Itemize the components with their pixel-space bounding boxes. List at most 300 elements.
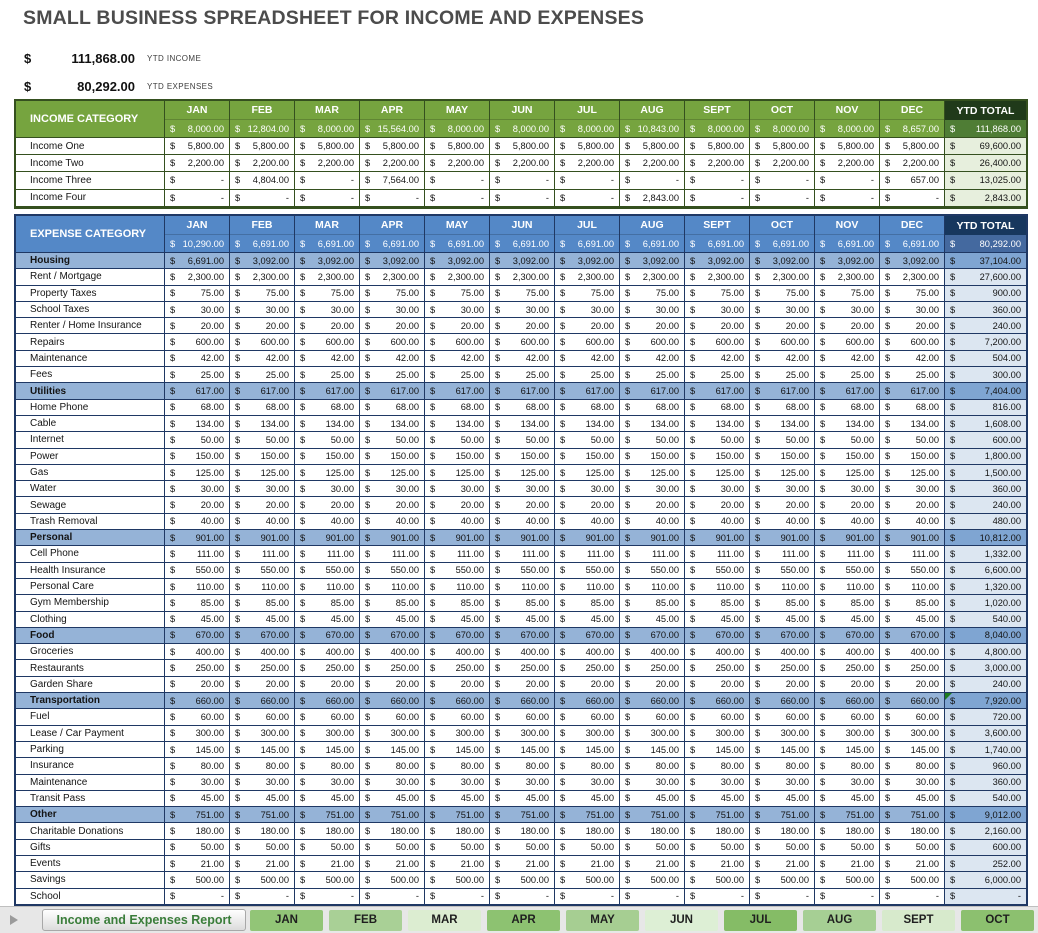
col-header-nov[interactable] [815, 101, 880, 138]
cell-income-two-jan[interactable] [165, 155, 230, 172]
cell-clothing-jun[interactable] [490, 612, 555, 628]
cell-maintenance-apr[interactable] [360, 351, 425, 367]
row-label-personal-care[interactable]: Personal Care [16, 579, 165, 595]
col-header-sept[interactable] [685, 101, 750, 138]
cell-personal-apr[interactable] [360, 530, 425, 546]
row-label-insurance[interactable]: Insurance [16, 758, 165, 774]
cell-fees-may[interactable] [425, 367, 490, 383]
cell-income-one-dec[interactable] [880, 138, 945, 155]
row-label-events[interactable]: Events [16, 856, 165, 872]
cell-garden-share-nov[interactable] [815, 677, 880, 693]
cell-savings-aug[interactable] [620, 872, 685, 888]
cell-fees-dec[interactable] [880, 367, 945, 383]
cell-lease-car-payment-jan[interactable] [165, 726, 230, 742]
cell-health-insurance-sept[interactable] [685, 563, 750, 579]
cell-repairs-mar[interactable] [295, 334, 360, 350]
cell-sewage-sept[interactable] [685, 497, 750, 513]
row-label-gifts[interactable]: Gifts [16, 840, 165, 856]
cell-savings-oct[interactable] [750, 872, 815, 888]
cell-other-may[interactable] [425, 807, 490, 823]
cell-trash-removal-jul[interactable] [555, 514, 620, 530]
cell-groceries-may[interactable] [425, 644, 490, 660]
cell-power-jan[interactable] [165, 449, 230, 465]
cell-rent-mortgage-nov[interactable] [815, 269, 880, 285]
cell-parking-sept[interactable] [685, 742, 750, 758]
row-label-income-four[interactable]: Income Four [16, 190, 165, 207]
cell-income-three-sept[interactable] [685, 172, 750, 189]
cell-school-sept[interactable] [685, 889, 750, 905]
cell-events-oct[interactable] [750, 856, 815, 872]
row-label-home-phone[interactable]: Home Phone [16, 400, 165, 416]
cell-income-two-apr[interactable] [360, 155, 425, 172]
cell-gifts-aug[interactable] [620, 840, 685, 856]
row-label-rent-mortgage[interactable]: Rent / Mortgage [16, 269, 165, 285]
cell-garden-share-apr[interactable] [360, 677, 425, 693]
cell-events-jun[interactable] [490, 856, 555, 872]
cell-parking-oct[interactable] [750, 742, 815, 758]
cell-internet-may[interactable] [425, 432, 490, 448]
cell-maintenance-sept[interactable] [685, 775, 750, 791]
cell-trash-removal-nov[interactable] [815, 514, 880, 530]
cell-school-aug[interactable] [620, 889, 685, 905]
cell-health-insurance-mar[interactable] [295, 563, 360, 579]
cell-power-oct[interactable] [750, 449, 815, 465]
cell-property-taxes-mar[interactable] [295, 286, 360, 302]
cell-restaurants-aug[interactable] [620, 660, 685, 676]
cell-fuel-feb[interactable] [230, 709, 295, 725]
cell-utilities-oct[interactable] [750, 383, 815, 399]
cell-maintenance-oct[interactable] [750, 351, 815, 367]
cell-school-taxes-sept[interactable] [685, 302, 750, 318]
cell-savings-nov[interactable] [815, 872, 880, 888]
cell-gym-membership-oct[interactable] [750, 595, 815, 611]
cell-utilities-apr[interactable] [360, 383, 425, 399]
cell-transportation-feb[interactable] [230, 693, 295, 709]
cell-cable-feb[interactable] [230, 416, 295, 432]
cell-garden-share-dec[interactable] [880, 677, 945, 693]
cell-gym-membership-ytd[interactable] [945, 595, 1026, 611]
col-header-apr[interactable] [360, 216, 425, 253]
cell-utilities-jul[interactable] [555, 383, 620, 399]
cell-maintenance-ytd[interactable] [945, 351, 1026, 367]
cell-fees-jan[interactable] [165, 367, 230, 383]
cell-maintenance-mar[interactable] [295, 351, 360, 367]
cell-health-insurance-dec[interactable] [880, 563, 945, 579]
cell-housing-dec[interactable] [880, 253, 945, 269]
cell-housing-ytd[interactable] [945, 253, 1026, 269]
cell-health-insurance-jul[interactable] [555, 563, 620, 579]
cell-cell-phone-sept[interactable] [685, 546, 750, 562]
cell-rent-mortgage-mar[interactable] [295, 269, 360, 285]
cell-garden-share-mar[interactable] [295, 677, 360, 693]
cell-garden-share-jan[interactable] [165, 677, 230, 693]
cell-fuel-may[interactable] [425, 709, 490, 725]
tab-income-and-expenses-report[interactable]: Income and Expenses Report [42, 909, 246, 931]
cell-cell-phone-oct[interactable] [750, 546, 815, 562]
cell-renter-home-insurance-jan[interactable] [165, 318, 230, 334]
cell-personal-care-ytd[interactable] [945, 579, 1026, 595]
cell-school-apr[interactable] [360, 889, 425, 905]
cell-renter-home-insurance-apr[interactable] [360, 318, 425, 334]
cell-garden-share-oct[interactable] [750, 677, 815, 693]
cell-school-taxes-mar[interactable] [295, 302, 360, 318]
col-header-ytd-total[interactable] [945, 101, 1026, 138]
cell-personal-dec[interactable] [880, 530, 945, 546]
row-label-housing[interactable]: Housing [16, 253, 165, 269]
cell-school-may[interactable] [425, 889, 490, 905]
cell-income-three-aug[interactable] [620, 172, 685, 189]
cell-events-mar[interactable] [295, 856, 360, 872]
cell-renter-home-insurance-sept[interactable] [685, 318, 750, 334]
cell-health-insurance-feb[interactable] [230, 563, 295, 579]
cell-gifts-sept[interactable] [685, 840, 750, 856]
cell-cable-mar[interactable] [295, 416, 360, 432]
cell-charitable-donations-jun[interactable] [490, 823, 555, 839]
cell-groceries-feb[interactable] [230, 644, 295, 660]
cell-insurance-feb[interactable] [230, 758, 295, 774]
cell-personal-jul[interactable] [555, 530, 620, 546]
cell-maintenance-may[interactable] [425, 351, 490, 367]
row-label-renter-home-insurance[interactable]: Renter / Home Insurance [16, 318, 165, 334]
cell-housing-jul[interactable] [555, 253, 620, 269]
row-label-maintenance[interactable]: Maintenance [16, 775, 165, 791]
cell-utilities-nov[interactable] [815, 383, 880, 399]
row-label-school[interactable]: School [16, 889, 165, 905]
cell-repairs-aug[interactable] [620, 334, 685, 350]
cell-property-taxes-apr[interactable] [360, 286, 425, 302]
cell-gym-membership-dec[interactable] [880, 595, 945, 611]
cell-income-four-feb[interactable] [230, 190, 295, 207]
cell-water-jan[interactable] [165, 481, 230, 497]
cell-sewage-jun[interactable] [490, 497, 555, 513]
cell-lease-car-payment-nov[interactable] [815, 726, 880, 742]
cell-garden-share-jul[interactable] [555, 677, 620, 693]
row-label-repairs[interactable]: Repairs [16, 334, 165, 350]
cell-maintenance-jul[interactable] [555, 775, 620, 791]
cell-lease-car-payment-oct[interactable] [750, 726, 815, 742]
cell-gym-membership-apr[interactable] [360, 595, 425, 611]
cell-repairs-sept[interactable] [685, 334, 750, 350]
cell-repairs-dec[interactable] [880, 334, 945, 350]
cell-home-phone-jun[interactable] [490, 400, 555, 416]
cell-school-nov[interactable] [815, 889, 880, 905]
cell-food-apr[interactable] [360, 628, 425, 644]
cell-personal-mar[interactable] [295, 530, 360, 546]
cell-water-nov[interactable] [815, 481, 880, 497]
col-header-may[interactable] [425, 101, 490, 138]
cell-clothing-aug[interactable] [620, 612, 685, 628]
cell-groceries-nov[interactable] [815, 644, 880, 660]
cell-power-jun[interactable] [490, 449, 555, 465]
cell-home-phone-sept[interactable] [685, 400, 750, 416]
cell-income-four-apr[interactable] [360, 190, 425, 207]
cell-personal-care-feb[interactable] [230, 579, 295, 595]
cell-food-jul[interactable] [555, 628, 620, 644]
income-category-header[interactable]: INCOME CATEGORY [16, 101, 165, 138]
cell-other-nov[interactable] [815, 807, 880, 823]
cell-property-taxes-jul[interactable] [555, 286, 620, 302]
cell-housing-mar[interactable] [295, 253, 360, 269]
cell-renter-home-insurance-feb[interactable] [230, 318, 295, 334]
cell-cable-jan[interactable] [165, 416, 230, 432]
cell-property-taxes-dec[interactable] [880, 286, 945, 302]
cell-savings-may[interactable] [425, 872, 490, 888]
cell-school-taxes-apr[interactable] [360, 302, 425, 318]
cell-restaurants-jan[interactable] [165, 660, 230, 676]
cell-transportation-aug[interactable] [620, 693, 685, 709]
row-label-school-taxes[interactable]: School Taxes [16, 302, 165, 318]
cell-school-dec[interactable] [880, 889, 945, 905]
cell-trash-removal-oct[interactable] [750, 514, 815, 530]
cell-gas-jul[interactable] [555, 465, 620, 481]
cell-renter-home-insurance-jun[interactable] [490, 318, 555, 334]
cell-trash-removal-may[interactable] [425, 514, 490, 530]
cell-rent-mortgage-jul[interactable] [555, 269, 620, 285]
cell-income-two-jun[interactable] [490, 155, 555, 172]
cell-maintenance-apr[interactable] [360, 775, 425, 791]
col-header-jun[interactable] [490, 216, 555, 253]
cell-sewage-mar[interactable] [295, 497, 360, 513]
cell-school-taxes-jun[interactable] [490, 302, 555, 318]
cell-sewage-jul[interactable] [555, 497, 620, 513]
cell-cable-may[interactable] [425, 416, 490, 432]
cell-garden-share-sept[interactable] [685, 677, 750, 693]
cell-savings-feb[interactable] [230, 872, 295, 888]
cell-lease-car-payment-aug[interactable] [620, 726, 685, 742]
cell-groceries-ytd[interactable] [945, 644, 1026, 660]
cell-gas-nov[interactable] [815, 465, 880, 481]
col-header-oct[interactable] [750, 216, 815, 253]
cell-home-phone-feb[interactable] [230, 400, 295, 416]
cell-savings-ytd[interactable] [945, 872, 1026, 888]
cell-income-two-aug[interactable] [620, 155, 685, 172]
cell-insurance-ytd[interactable] [945, 758, 1026, 774]
cell-transportation-jul[interactable] [555, 693, 620, 709]
cell-income-one-mar[interactable] [295, 138, 360, 155]
cell-charitable-donations-ytd[interactable] [945, 823, 1026, 839]
row-label-clothing[interactable]: Clothing [16, 612, 165, 628]
cell-power-mar[interactable] [295, 449, 360, 465]
cell-parking-jan[interactable] [165, 742, 230, 758]
cell-garden-share-may[interactable] [425, 677, 490, 693]
row-label-restaurants[interactable]: Restaurants [16, 660, 165, 676]
cell-income-four-jul[interactable] [555, 190, 620, 207]
cell-income-four-sept[interactable] [685, 190, 750, 207]
cell-parking-dec[interactable] [880, 742, 945, 758]
cell-clothing-mar[interactable] [295, 612, 360, 628]
cell-personal-care-mar[interactable] [295, 579, 360, 595]
cell-rent-mortgage-apr[interactable] [360, 269, 425, 285]
cell-water-apr[interactable] [360, 481, 425, 497]
cell-gas-feb[interactable] [230, 465, 295, 481]
tab-scroll-right-icon[interactable] [10, 915, 18, 925]
cell-groceries-oct[interactable] [750, 644, 815, 660]
cell-transportation-ytd[interactable] [945, 693, 1026, 709]
cell-other-oct[interactable] [750, 807, 815, 823]
cell-events-may[interactable] [425, 856, 490, 872]
cell-utilities-aug[interactable] [620, 383, 685, 399]
cell-internet-nov[interactable] [815, 432, 880, 448]
cell-rent-mortgage-ytd[interactable] [945, 269, 1026, 285]
cell-transportation-jun[interactable] [490, 693, 555, 709]
cell-rent-mortgage-sept[interactable] [685, 269, 750, 285]
cell-gifts-dec[interactable] [880, 840, 945, 856]
cell-fees-mar[interactable] [295, 367, 360, 383]
row-label-lease-car-payment[interactable]: Lease / Car Payment [16, 726, 165, 742]
cell-home-phone-oct[interactable] [750, 400, 815, 416]
cell-income-three-apr[interactable] [360, 172, 425, 189]
cell-other-sept[interactable] [685, 807, 750, 823]
cell-renter-home-insurance-oct[interactable] [750, 318, 815, 334]
cell-events-jan[interactable] [165, 856, 230, 872]
cell-garden-share-aug[interactable] [620, 677, 685, 693]
cell-internet-jan[interactable] [165, 432, 230, 448]
cell-water-mar[interactable] [295, 481, 360, 497]
cell-school-taxes-jul[interactable] [555, 302, 620, 318]
cell-income-two-ytd[interactable] [945, 155, 1026, 172]
cell-transportation-may[interactable] [425, 693, 490, 709]
cell-lease-car-payment-mar[interactable] [295, 726, 360, 742]
col-header-sept[interactable] [685, 216, 750, 253]
cell-restaurants-mar[interactable] [295, 660, 360, 676]
row-label-other[interactable]: Other [16, 807, 165, 823]
sheet-tab-sept[interactable]: SEPT [882, 910, 955, 931]
row-label-water[interactable]: Water [16, 481, 165, 497]
cell-health-insurance-aug[interactable] [620, 563, 685, 579]
cell-income-three-mar[interactable] [295, 172, 360, 189]
cell-income-two-nov[interactable] [815, 155, 880, 172]
row-label-food[interactable]: Food [16, 628, 165, 644]
cell-trash-removal-apr[interactable] [360, 514, 425, 530]
cell-fuel-aug[interactable] [620, 709, 685, 725]
cell-restaurants-sept[interactable] [685, 660, 750, 676]
cell-utilities-feb[interactable] [230, 383, 295, 399]
cell-renter-home-insurance-aug[interactable] [620, 318, 685, 334]
cell-other-dec[interactable] [880, 807, 945, 823]
cell-fuel-nov[interactable] [815, 709, 880, 725]
cell-income-four-ytd[interactable] [945, 190, 1026, 207]
cell-transit-pass-oct[interactable] [750, 791, 815, 807]
cell-gym-membership-feb[interactable] [230, 595, 295, 611]
cell-income-two-sept[interactable] [685, 155, 750, 172]
cell-sewage-apr[interactable] [360, 497, 425, 513]
cell-parking-feb[interactable] [230, 742, 295, 758]
cell-cable-nov[interactable] [815, 416, 880, 432]
cell-trash-removal-ytd[interactable] [945, 514, 1026, 530]
cell-water-aug[interactable] [620, 481, 685, 497]
cell-personal-ytd[interactable] [945, 530, 1026, 546]
cell-insurance-aug[interactable] [620, 758, 685, 774]
cell-maintenance-jun[interactable] [490, 351, 555, 367]
cell-trash-removal-jun[interactable] [490, 514, 555, 530]
cell-other-jan[interactable] [165, 807, 230, 823]
cell-utilities-may[interactable] [425, 383, 490, 399]
cell-parking-aug[interactable] [620, 742, 685, 758]
cell-home-phone-apr[interactable] [360, 400, 425, 416]
cell-water-may[interactable] [425, 481, 490, 497]
cell-events-apr[interactable] [360, 856, 425, 872]
cell-income-one-feb[interactable] [230, 138, 295, 155]
cell-fuel-mar[interactable] [295, 709, 360, 725]
cell-water-oct[interactable] [750, 481, 815, 497]
cell-fuel-jun[interactable] [490, 709, 555, 725]
cell-fees-nov[interactable] [815, 367, 880, 383]
cell-clothing-apr[interactable] [360, 612, 425, 628]
cell-other-apr[interactable] [360, 807, 425, 823]
cell-events-jul[interactable] [555, 856, 620, 872]
cell-fees-aug[interactable] [620, 367, 685, 383]
row-label-power[interactable]: Power [16, 449, 165, 465]
cell-gas-oct[interactable] [750, 465, 815, 481]
sheet-tab-oct[interactable]: OCT [961, 910, 1034, 931]
cell-income-one-jul[interactable] [555, 138, 620, 155]
cell-power-aug[interactable] [620, 449, 685, 465]
cell-water-jun[interactable] [490, 481, 555, 497]
cell-cable-sept[interactable] [685, 416, 750, 432]
cell-housing-jun[interactable] [490, 253, 555, 269]
cell-sewage-feb[interactable] [230, 497, 295, 513]
cell-lease-car-payment-may[interactable] [425, 726, 490, 742]
cell-maintenance-nov[interactable] [815, 775, 880, 791]
cell-lease-car-payment-apr[interactable] [360, 726, 425, 742]
cell-cell-phone-mar[interactable] [295, 546, 360, 562]
row-label-income-one[interactable]: Income One [16, 138, 165, 155]
cell-utilities-mar[interactable] [295, 383, 360, 399]
cell-income-three-nov[interactable] [815, 172, 880, 189]
cell-rent-mortgage-oct[interactable] [750, 269, 815, 285]
cell-maintenance-may[interactable] [425, 775, 490, 791]
cell-fuel-jul[interactable] [555, 709, 620, 725]
cell-school-taxes-nov[interactable] [815, 302, 880, 318]
cell-restaurants-ytd[interactable] [945, 660, 1026, 676]
cell-income-three-dec[interactable] [880, 172, 945, 189]
cell-school-taxes-jan[interactable] [165, 302, 230, 318]
col-header-feb[interactable] [230, 101, 295, 138]
cell-power-apr[interactable] [360, 449, 425, 465]
cell-income-two-feb[interactable] [230, 155, 295, 172]
cell-home-phone-ytd[interactable] [945, 400, 1026, 416]
cell-income-three-jan[interactable] [165, 172, 230, 189]
cell-rent-mortgage-dec[interactable] [880, 269, 945, 285]
cell-lease-car-payment-jul[interactable] [555, 726, 620, 742]
cell-sewage-ytd[interactable] [945, 497, 1026, 513]
row-label-fees[interactable]: Fees [16, 367, 165, 383]
cell-power-feb[interactable] [230, 449, 295, 465]
cell-gifts-apr[interactable] [360, 840, 425, 856]
cell-rent-mortgage-jan[interactable] [165, 269, 230, 285]
cell-other-feb[interactable] [230, 807, 295, 823]
cell-personal-care-aug[interactable] [620, 579, 685, 595]
cell-transit-pass-apr[interactable] [360, 791, 425, 807]
cell-internet-feb[interactable] [230, 432, 295, 448]
cell-housing-jan[interactable] [165, 253, 230, 269]
row-label-transit-pass[interactable]: Transit Pass [16, 791, 165, 807]
cell-garden-share-ytd[interactable] [945, 677, 1026, 693]
cell-school-oct[interactable] [750, 889, 815, 905]
cell-fees-jul[interactable] [555, 367, 620, 383]
col-header-aug[interactable] [620, 216, 685, 253]
sheet-tab-jul[interactable]: JUL [724, 910, 797, 931]
cell-cable-oct[interactable] [750, 416, 815, 432]
cell-food-dec[interactable] [880, 628, 945, 644]
cell-lease-car-payment-jun[interactable] [490, 726, 555, 742]
cell-sewage-nov[interactable] [815, 497, 880, 513]
cell-school-taxes-may[interactable] [425, 302, 490, 318]
cell-food-mar[interactable] [295, 628, 360, 644]
cell-cell-phone-aug[interactable] [620, 546, 685, 562]
cell-food-sept[interactable] [685, 628, 750, 644]
cell-cell-phone-apr[interactable] [360, 546, 425, 562]
